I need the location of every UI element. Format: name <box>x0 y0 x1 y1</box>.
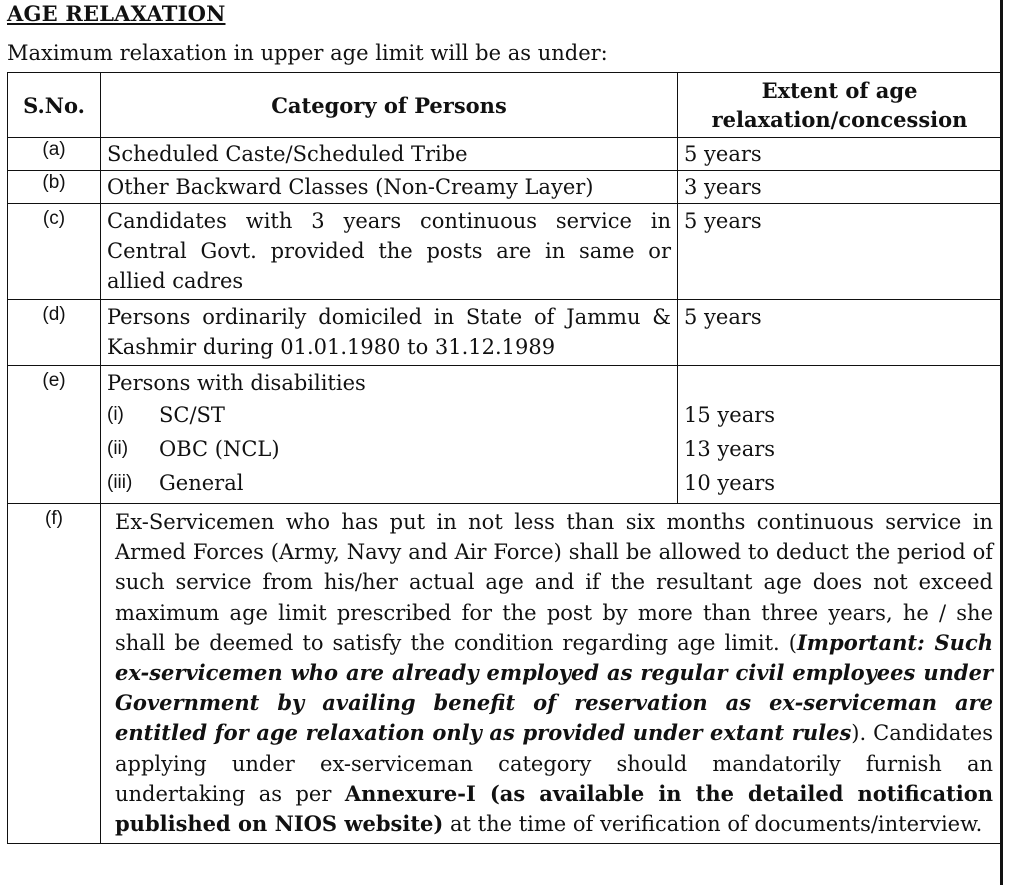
row-sno: (b) <box>8 171 101 204</box>
sub-label: OBC (NCL) <box>159 437 280 461</box>
row-category: Scheduled Caste/Scheduled Tribe <box>101 138 678 171</box>
header-category: Category of Persons <box>101 73 678 138</box>
row-extent <box>678 366 1002 504</box>
age-relaxation-table <box>7 72 1002 844</box>
sub-number: (iii) <box>107 472 133 493</box>
sub-extent: 15 years <box>684 403 776 427</box>
row-category: Other Backward Classes (Non-Creamy Layer) <box>101 171 678 204</box>
pwd-sub-item <box>107 466 671 500</box>
row-category: Candidates with 3 years continuous service in Central Govt. provided the posts are in same or allied cadres <box>101 204 678 300</box>
table-row-pwd <box>8 366 1002 504</box>
row-sno: (d) <box>8 300 101 366</box>
row-sno: (a) <box>8 138 101 171</box>
note-text: ). Candidates applying under ex-serviceman category should mandatorily furnish an undertaking as per <box>115 721 994 806</box>
sub-number: (i) <box>107 404 124 425</box>
note-text: Ex-Servicemen who has put in not less than six months continuous service in Armed Forces (Army, Navy and Air Force) shall be allowed to deduct the period of such service from his/her actual age and if the resultant age does not exceed maximum age limit prescribed for the post by more than three years, he / she shall be deemed to satisfy the condition regarding age limit. ( <box>115 510 993 655</box>
row-extent: 5 years <box>678 138 1002 171</box>
sub-extent: 10 years <box>684 471 776 495</box>
row-extent: 5 years <box>678 204 1002 300</box>
header-extent: Extent of age relaxation/concession <box>678 73 1002 138</box>
row-category <box>101 366 678 504</box>
table-header-row <box>8 73 1002 138</box>
sub-extent: 13 years <box>684 437 776 461</box>
row-extent: 3 years <box>678 171 1002 204</box>
pwd-sub-item <box>107 432 671 466</box>
pwd-title: Persons with disabilities <box>107 371 366 395</box>
table-row <box>8 171 1002 204</box>
pwd-sub-item <box>107 398 671 432</box>
sub-label: General <box>159 471 244 495</box>
section-heading: AGE RELAXATION <box>7 1 226 26</box>
row-sno: (e) <box>8 366 101 504</box>
intro-text: Maximum relaxation in upper age limit will be as under: <box>7 41 608 65</box>
table-row-exservicemen <box>8 504 1002 844</box>
row-sno: (c) <box>8 204 101 300</box>
important-note: Important: Such ex-servicemen who are already employed as regular civil employees under Government by availing benefit of reservation as ex-serviceman are entitled for age relaxation only as provided under extant rules <box>115 629 993 746</box>
row-category: Persons ordinarily domiciled in State of Jammu & Kashmir during 01.01.1980 to 31.12.1989 <box>101 300 678 366</box>
note-text: at the time of verification of documents/interview. <box>443 812 983 837</box>
annexure-reference: Annexure-I (as available in the detailed notification published on NIOS website) <box>115 780 994 837</box>
table-row <box>8 300 1002 366</box>
row-extent: 5 years <box>678 300 1002 366</box>
exservicemen-note <box>101 504 1002 844</box>
extent-spacer <box>684 368 995 398</box>
table-row <box>8 138 1002 171</box>
header-sno: S.No. <box>8 73 101 138</box>
sub-label: SC/ST <box>159 403 225 427</box>
table-row <box>8 204 1002 300</box>
row-sno: (f) <box>8 504 101 844</box>
sub-number: (ii) <box>107 438 129 459</box>
